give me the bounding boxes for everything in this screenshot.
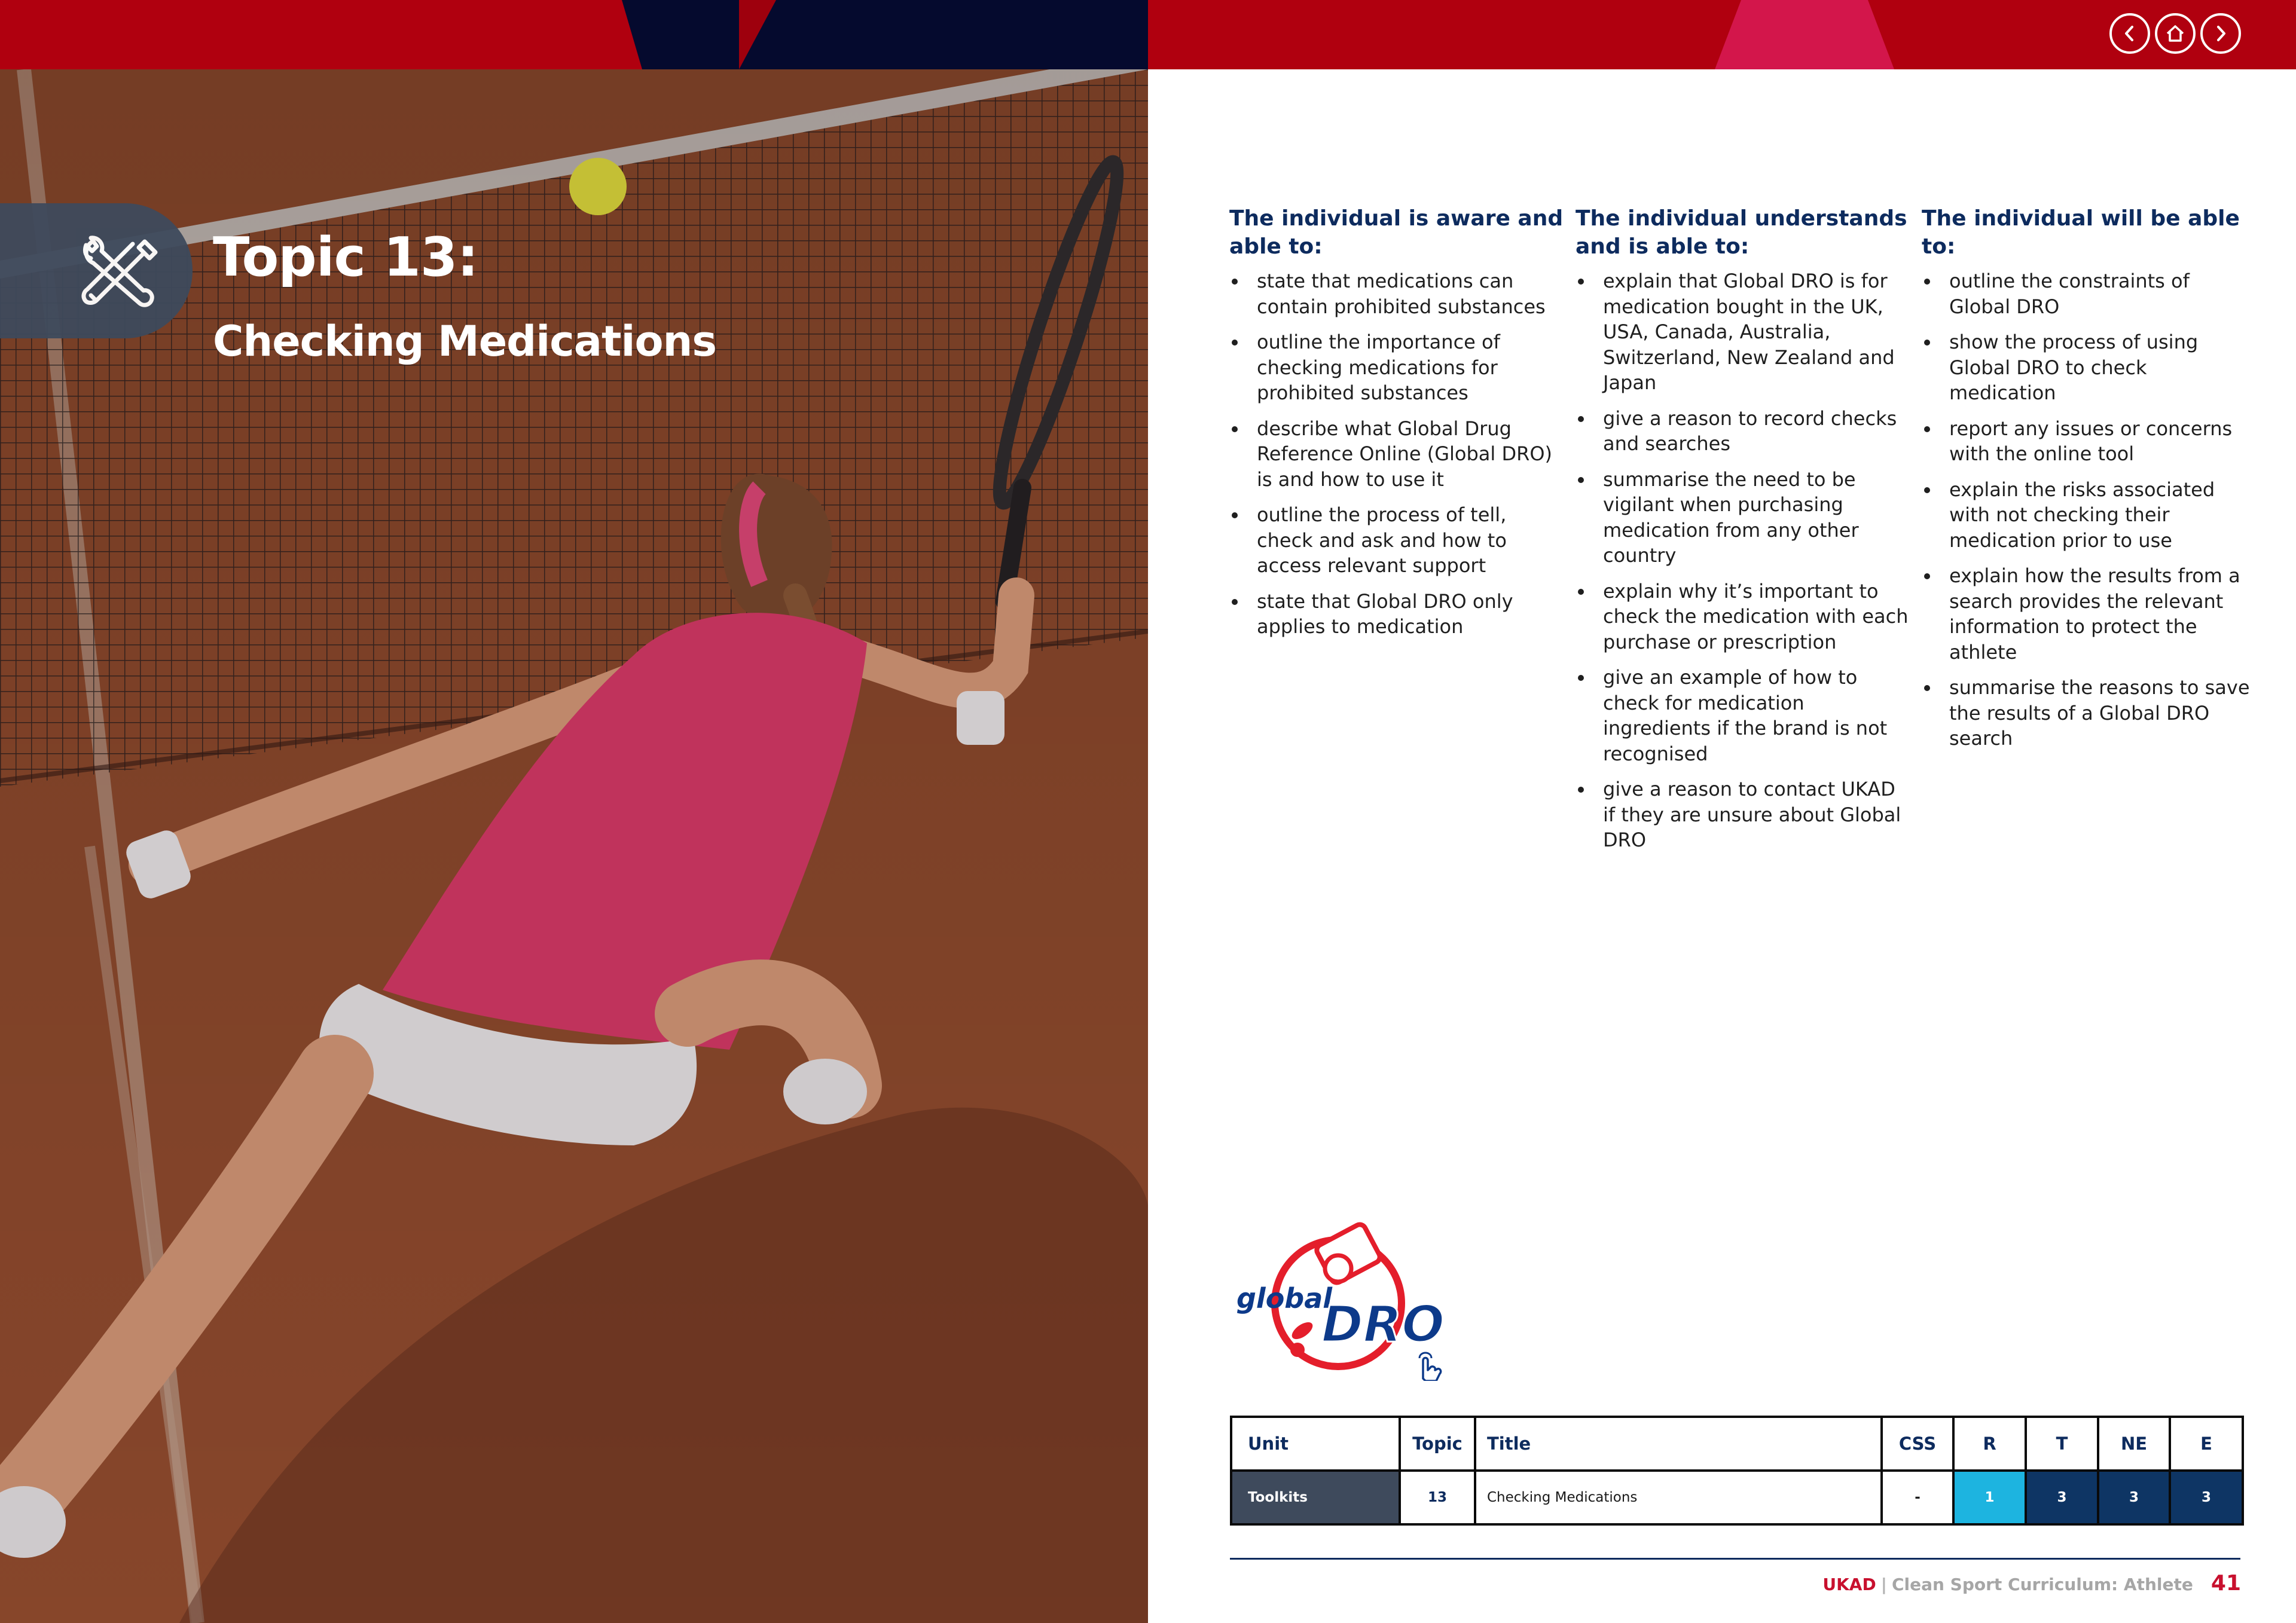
list-item: outline the constraints of Global DRO [1922, 268, 2257, 319]
list-item: explain that Global DRO is for medication bought in the UK, USA, Canada, Australia, Switzerland, New Zealand and Japan [1576, 268, 1910, 396]
list-item: report any issues or concerns with the online tool [1922, 416, 2257, 467]
top-banner [0, 0, 2296, 69]
footer-separator: | [1880, 1575, 1887, 1594]
banner-navy-shape [622, 0, 1148, 69]
page-navigation [2109, 13, 2241, 54]
chevron-right-icon [2210, 23, 2231, 44]
table-header-row [1231, 1417, 2243, 1471]
outcomes-column-aware [1229, 204, 1564, 650]
list-item: outline the importance of checking medications for prohibited substances [1229, 329, 1564, 406]
cell-css: - [1882, 1471, 1953, 1524]
banner-pink-shape [1715, 0, 1894, 69]
cell-t: 3 [2026, 1471, 2098, 1524]
global-dro-logo[interactable] [1232, 1214, 1459, 1381]
header-r: R [1953, 1417, 2026, 1471]
tools-icon [73, 231, 169, 313]
list-item: give an example of how to check for medication ingredients if the brand is not recognised [1576, 665, 1910, 766]
outcomes-list [1922, 268, 2257, 751]
column-heading: The individual is aware and able to: [1229, 206, 1564, 259]
header-e: E [2170, 1417, 2243, 1471]
next-page-button[interactable] [2200, 13, 2241, 54]
list-item: describe what Global Drug Reference Online (Global DRO) is and how to use it [1229, 416, 1564, 493]
list-item: give a reason to contact UKAD if they are unsure about Global DRO [1576, 777, 1910, 853]
topic-title: Checking Medications [213, 317, 717, 366]
list-item: explain the risks associated with not checking their medication prior to use [1922, 477, 2257, 554]
outcomes-list [1229, 268, 1564, 640]
list-item: state that medications can contain prohibited substances [1229, 268, 1564, 319]
cell-unit: Toolkits [1231, 1471, 1400, 1524]
header-topic: Topic [1400, 1417, 1475, 1471]
tennis-photo [0, 69, 1148, 1623]
chevron-left-icon [2120, 23, 2140, 44]
list-item: outline the process of tell, check and ask and how to access relevant support [1229, 502, 1564, 579]
home-icon [2165, 23, 2185, 44]
column-heading: The individual will be able to: [1922, 206, 2240, 259]
topic-label: Topic 13: [213, 226, 478, 289]
list-item: explain how the results from a search provides the relevant information to protect the athlete [1922, 563, 2257, 665]
footer-brand: UKAD [1822, 1575, 1876, 1594]
logo-word-dro: DRO [1321, 1295, 1445, 1353]
outcomes-column-understands [1576, 204, 1910, 863]
list-item: summarise the need to be vigilant when purchasing medication from any other country [1576, 467, 1910, 568]
cell-r: 1 [1953, 1471, 2026, 1524]
outcomes-column-will-be [1922, 204, 2257, 762]
footer-divider [1230, 1558, 2240, 1560]
outcomes-list [1576, 268, 1910, 853]
logo-word-global: global [1236, 1282, 1333, 1315]
list-item: give a reason to record checks and searches [1576, 406, 1910, 457]
header-t: T [2026, 1417, 2098, 1471]
tap-hand-icon [1419, 1353, 1441, 1381]
cell-e: 3 [2170, 1471, 2243, 1524]
list-item: show the process of using Global DRO to check medication [1922, 329, 2257, 406]
previous-page-button[interactable] [2109, 13, 2150, 54]
table-row [1231, 1471, 2243, 1524]
header-title: Title [1475, 1417, 1882, 1471]
page-footer [1822, 1571, 2241, 1596]
footer-doc-title: Clean Sport Curriculum: Athlete [1891, 1575, 2193, 1594]
column-heading: The individual understands and is able to: [1576, 206, 1907, 259]
header-unit: Unit [1231, 1417, 1400, 1471]
cell-title: Checking Medications [1475, 1471, 1882, 1524]
home-button[interactable] [2155, 13, 2196, 54]
header-ne: NE [2098, 1417, 2170, 1471]
topic-icon-tab [0, 203, 193, 338]
cell-ne: 3 [2098, 1471, 2170, 1524]
list-item: explain why it’s important to check the medication with each purchase or prescription [1576, 579, 1910, 655]
list-item: state that Global DRO only applies to medication [1229, 589, 1564, 640]
list-item: summarise the reasons to save the results of a Global DRO search [1922, 675, 2257, 751]
cell-topic: 13 [1400, 1471, 1475, 1524]
header-css: CSS [1882, 1417, 1953, 1471]
page-number: 41 [2210, 1571, 2241, 1596]
unit-summary-table [1230, 1416, 2244, 1526]
